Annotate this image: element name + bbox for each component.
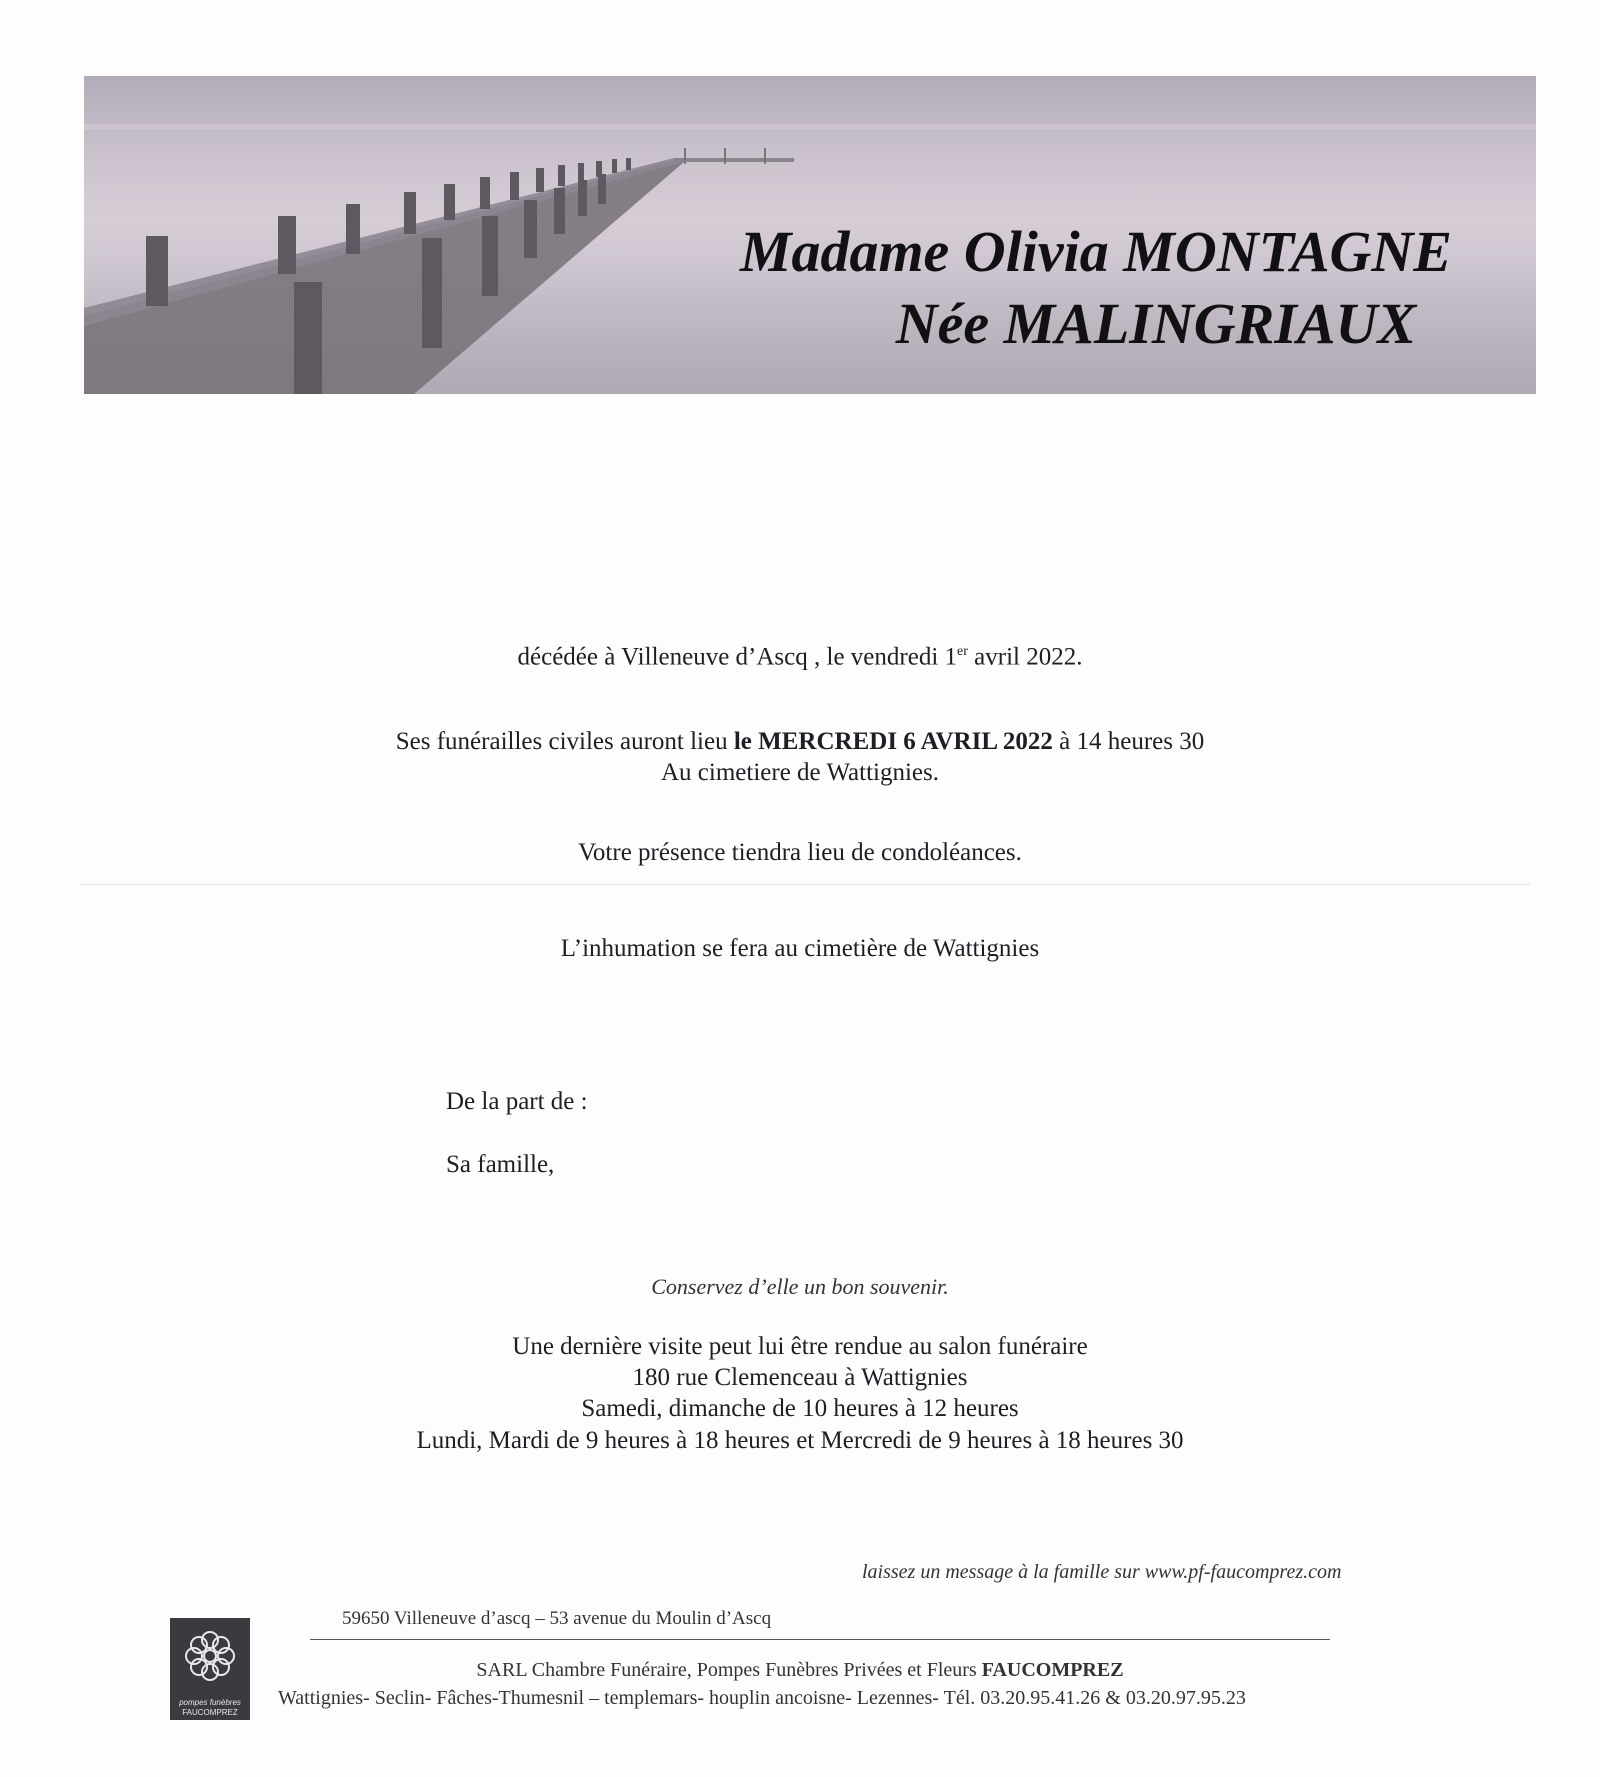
footer-address: 59650 Villeneuve d’ascq – 53 avenue du Moulin d’Ascq <box>342 1608 772 1629</box>
funeral-text: Ses funérailles civiles auront lieu <box>395 728 734 755</box>
footer-rule <box>310 1639 1330 1640</box>
company-description: SARL Chambre Funéraire, Pompes Funèbres Privées et Fleurs <box>476 1659 982 1681</box>
condolences-line: Votre présence tiendra lieu de condoléances. <box>578 839 1022 866</box>
funeral-place: Au cimetiere de Wattignies. <box>661 759 939 786</box>
page-fold-divider <box>80 884 1530 885</box>
family-line: Sa famille, <box>446 1151 555 1178</box>
company-line <box>0 1655 1600 1685</box>
funeral-line <box>0 727 1600 757</box>
death-date-year: avril 2022. <box>967 643 1083 671</box>
death-line <box>0 637 1600 672</box>
from-label: De la part de : <box>446 1088 588 1115</box>
message-link[interactable]: laissez un message à la famille sur www.pf-faucomprez.com <box>862 1561 1342 1583</box>
burial-line: L’inhumation se fera au cimetière de Wattignies <box>560 935 1040 962</box>
visit-line-4: Lundi, Mardi de 9 heures à 18 heures et Mercredi de 9 heures à 18 heures 30 <box>416 1427 1184 1454</box>
visit-line-3: Samedi, dimanche de 10 heures à 12 heures <box>581 1395 1019 1422</box>
death-superscript: er <box>957 644 968 659</box>
logo-tagline: pompes funèbres <box>179 1698 241 1707</box>
deceased-name-title <box>740 216 1452 360</box>
maiden-name: Née MALINGRIAUX <box>895 291 1417 356</box>
memory-line: Conservez d’elle un bon souvenir. <box>651 1274 949 1299</box>
company-name: FAUCOMPREZ <box>981 1659 1124 1681</box>
logo-brand: FAUCOMPREZ <box>182 1708 238 1717</box>
header-banner <box>84 76 1536 394</box>
deceased-name: Madame Olivia MONTAGNE <box>739 219 1452 284</box>
funeral-time: à 14 heures 30 <box>1052 728 1205 755</box>
visit-line-1: Une dernière visite peut lui être rendue au salon funéraire <box>512 1333 1088 1360</box>
funeral-date: le MERCREDI 6 AVRIL 2022 <box>733 728 1053 755</box>
death-text: décédée à Villeneuve d’Ascq , le vendredi 1 <box>517 643 958 671</box>
visit-line-2: 180 rue Clemenceau à Wattignies <box>632 1364 968 1391</box>
towns-phone-line: Wattignies- Seclin- Fâches-Thumesnil – templemars- houplin ancoisne- Lezennes- Tél. 03.20.95.41.26 & 03.20.97.95.23 <box>278 1687 1246 1709</box>
